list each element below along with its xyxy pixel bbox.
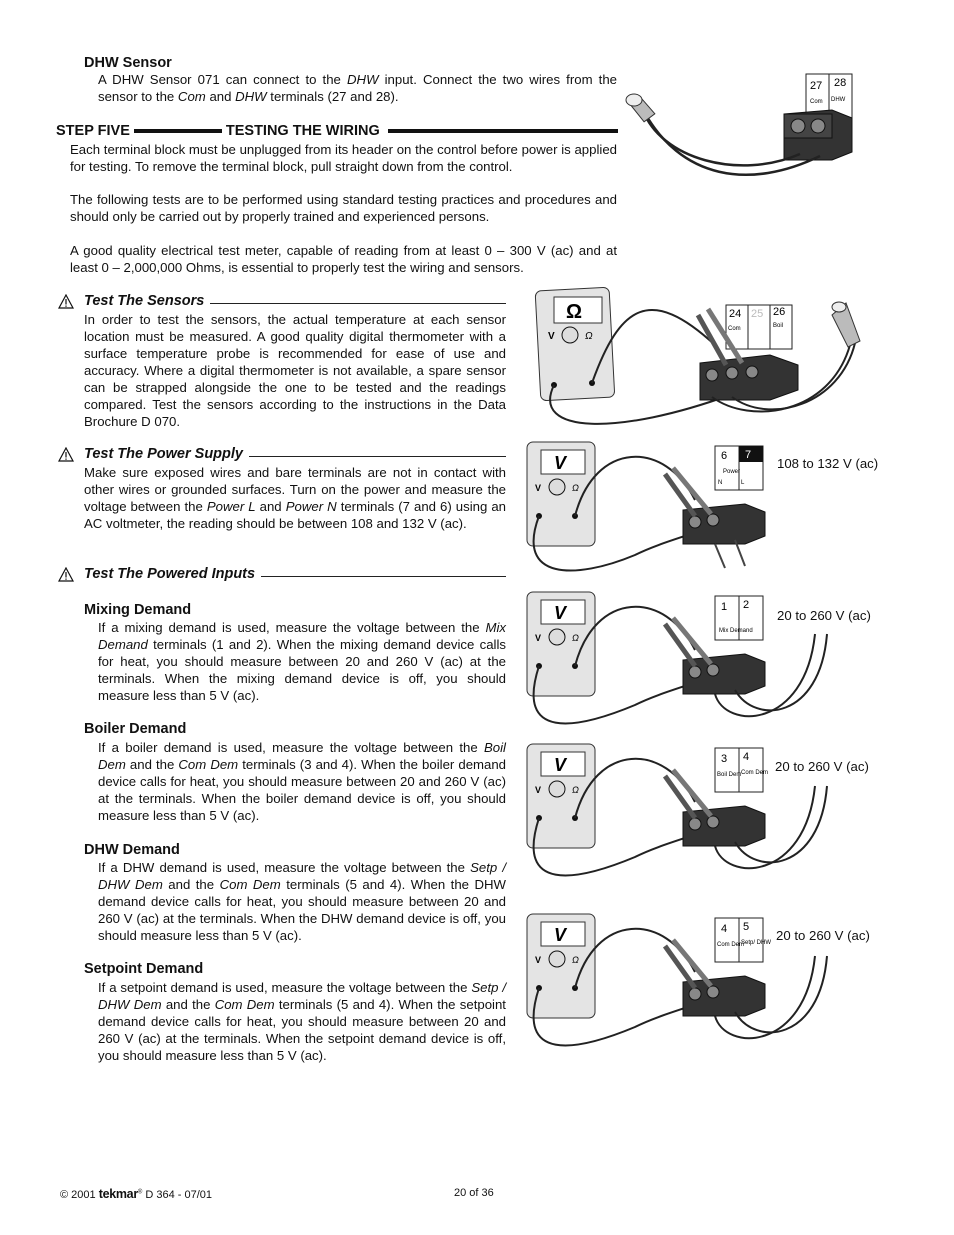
test-sensors-heading (58, 293, 506, 309)
svg-text:24: 24 (729, 308, 742, 320)
svg-text:2: 2 (743, 599, 750, 611)
svg-text:5: 5 (743, 921, 750, 933)
svg-text:Boil Dem: Boil Dem (717, 772, 742, 778)
svg-text:4: 4 (743, 751, 750, 763)
svg-text:Com: Com (728, 326, 741, 332)
step-para-1: Each terminal block must be unplugged from its header on the control before power is applied for testing. To remove the terminal block, pull straight down from the control. (70, 142, 617, 174)
svg-text:3: 3 (721, 753, 728, 765)
setpoint-heading: Setpoint Demand (84, 961, 204, 977)
test-inputs-title: Test The Powered Inputs (84, 566, 256, 582)
svg-text:V: V (554, 755, 567, 775)
svg-text:6: 6 (721, 450, 728, 462)
step-five-header (56, 123, 618, 139)
svg-text:1: 1 (721, 601, 728, 613)
warning-icon (58, 447, 74, 462)
svg-text:V: V (535, 483, 542, 493)
setpoint-range-label: 20 to 260 V (ac) (776, 928, 870, 943)
svg-text:Ω: Ω (572, 955, 579, 965)
svg-text:V: V (535, 633, 542, 643)
svg-text:V: V (554, 603, 567, 623)
svg-text:V: V (548, 331, 555, 342)
tekmar-logo: tekmar (98, 1187, 138, 1201)
svg-text:Ω: Ω (585, 331, 593, 342)
sensor-test-figure (530, 285, 880, 435)
svg-text:Mix Demand: Mix Demand (719, 628, 753, 634)
mixing-text: If a mixing demand is used, measure the voltage between the Mix Demand terminals (1 and 2). When the mixing demand device calls for heat, you should measure between 20 and 260 V (ac) at the terminals. When the mixing demand device is off, you should measure less than 5 V (ac). (98, 620, 506, 703)
svg-text:V: V (535, 955, 542, 965)
svg-text:25: 25 (751, 308, 764, 320)
test-power-title: Test The Power Supply (84, 446, 243, 462)
dhw-sensor-text: A DHW Sensor 071 can connect to the DHW input. Connect the two wires from the sensor to the Com and DHW terminals (27 and 28). (98, 72, 617, 104)
svg-text:28: 28 (834, 77, 847, 89)
svg-text:N: N (718, 480, 723, 486)
power-test-figure (515, 440, 790, 580)
svg-text:L: L (741, 480, 745, 486)
dhw-sensor-figure (620, 70, 870, 190)
step-bar-1 (134, 129, 222, 133)
step-title: TESTING THE WIRING (225, 123, 380, 139)
boiler-range-label: 20 to 260 V (ac) (775, 759, 869, 774)
setpoint-text: If a setpoint demand is used, measure the voltage between the Setp / DHW Dem and the Com Dem terminals (5 and 4). When the setpoint demand device calls for heat, you should measure between 20 and 260 V (ac) at the terminals. When the setpoint demand device is off, you should measure less than 5 V (ac). (98, 980, 506, 1063)
boiler-text: If a boiler demand is used, measure the voltage between the Boil Dem and the Com Dem terminals (3 and 4). When the boiler demand device calls for heat, you should measure between 20 and 260 V (ac) at the terminals. When the boiler demand device is off, you should measure less than 5 V (ac). (98, 740, 507, 823)
footer-left: © 2001 tekmar® D 364 - 07/01 (60, 1187, 213, 1201)
mixing-heading: Mixing Demand (84, 602, 192, 618)
svg-text:Setp/ DHW: Setp/ DHW (741, 940, 772, 946)
svg-text:26: 26 (773, 306, 786, 318)
test-inputs-heading (58, 566, 506, 582)
dhw-sensor-heading: DHW Sensor (84, 55, 172, 71)
svg-text:4: 4 (721, 923, 728, 935)
warning-icon (58, 567, 74, 582)
svg-text:27: 27 (810, 80, 823, 92)
boiler-heading: Boiler Demand (84, 721, 187, 737)
svg-text:Com Dem: Com Dem (717, 942, 745, 948)
test-power-text: Make sure exposed wires and bare terminals are not in contact with other wires or grounded surfaces. Turn on the power and measure the voltage between the Power L and Power N terminals (7 and 6) using an AC voltmeter, the reading should be between 108 and 132 V (ac). (84, 465, 507, 531)
svg-text:Ω: Ω (572, 633, 579, 643)
svg-text:V: V (535, 785, 542, 795)
test-sensors-title: Test The Sensors (84, 293, 205, 309)
dhw-demand-heading: DHW Demand (84, 842, 180, 858)
power-range-label: 108 to 132 V (ac) (777, 456, 879, 471)
svg-text:DHW: DHW (831, 97, 846, 103)
test-sensors-text: In order to test the sensors, the actual temperature at each sensor location must be measured. A good quality digital thermometer with a surface temperature probe is recommended for ease of use and accuracy. Where a digital thermometer is not available, a spare sensor can be strapped alongside the one to be tested and the readings compared. Test the sensors according to the instructions in the Data Brochure D 070. (84, 312, 506, 429)
step-label: STEP FIVE (56, 123, 130, 139)
svg-text:Power: Power (723, 469, 741, 475)
svg-text:Boil: Boil (773, 323, 784, 329)
step-para-2: The following tests are to be performed using standard testing practices and procedures and should only be carried out by properly trained and experienced persons. (70, 192, 617, 224)
mixing-range-label: 20 to 260 V (ac) (777, 608, 871, 623)
svg-text:Com Dem: Com Dem (741, 770, 769, 776)
test-power-heading (58, 446, 506, 462)
step-para-3: A good quality electrical test meter, capable of reading from at least 0 – 300 V (ac) and at least 0 – 2,000,000 Ohms, is essential to properly test the wiring and sensors. (70, 243, 617, 275)
svg-text:Ω: Ω (572, 785, 579, 795)
svg-text:V: V (554, 453, 567, 473)
ohm-display: Ω (566, 301, 583, 323)
page-number: 20 of 36 (454, 1187, 494, 1199)
svg-text:Ω: Ω (572, 483, 579, 493)
warning-icon (58, 294, 74, 309)
dhw-demand-text: If a DHW demand is used, measure the voltage between the Setp / DHW Dem and the Com Dem terminals (5 and 4). When the DHW demand device calls for heat, you should measure between 20 and 260 V (ac) at the terminals. When the DHW demand device is off, you should measure less than 5 V (ac). (98, 860, 506, 943)
svg-text:V: V (554, 925, 567, 945)
svg-text:7: 7 (745, 449, 752, 461)
svg-text:Com: Com (810, 99, 823, 105)
step-bar-2 (388, 129, 618, 133)
